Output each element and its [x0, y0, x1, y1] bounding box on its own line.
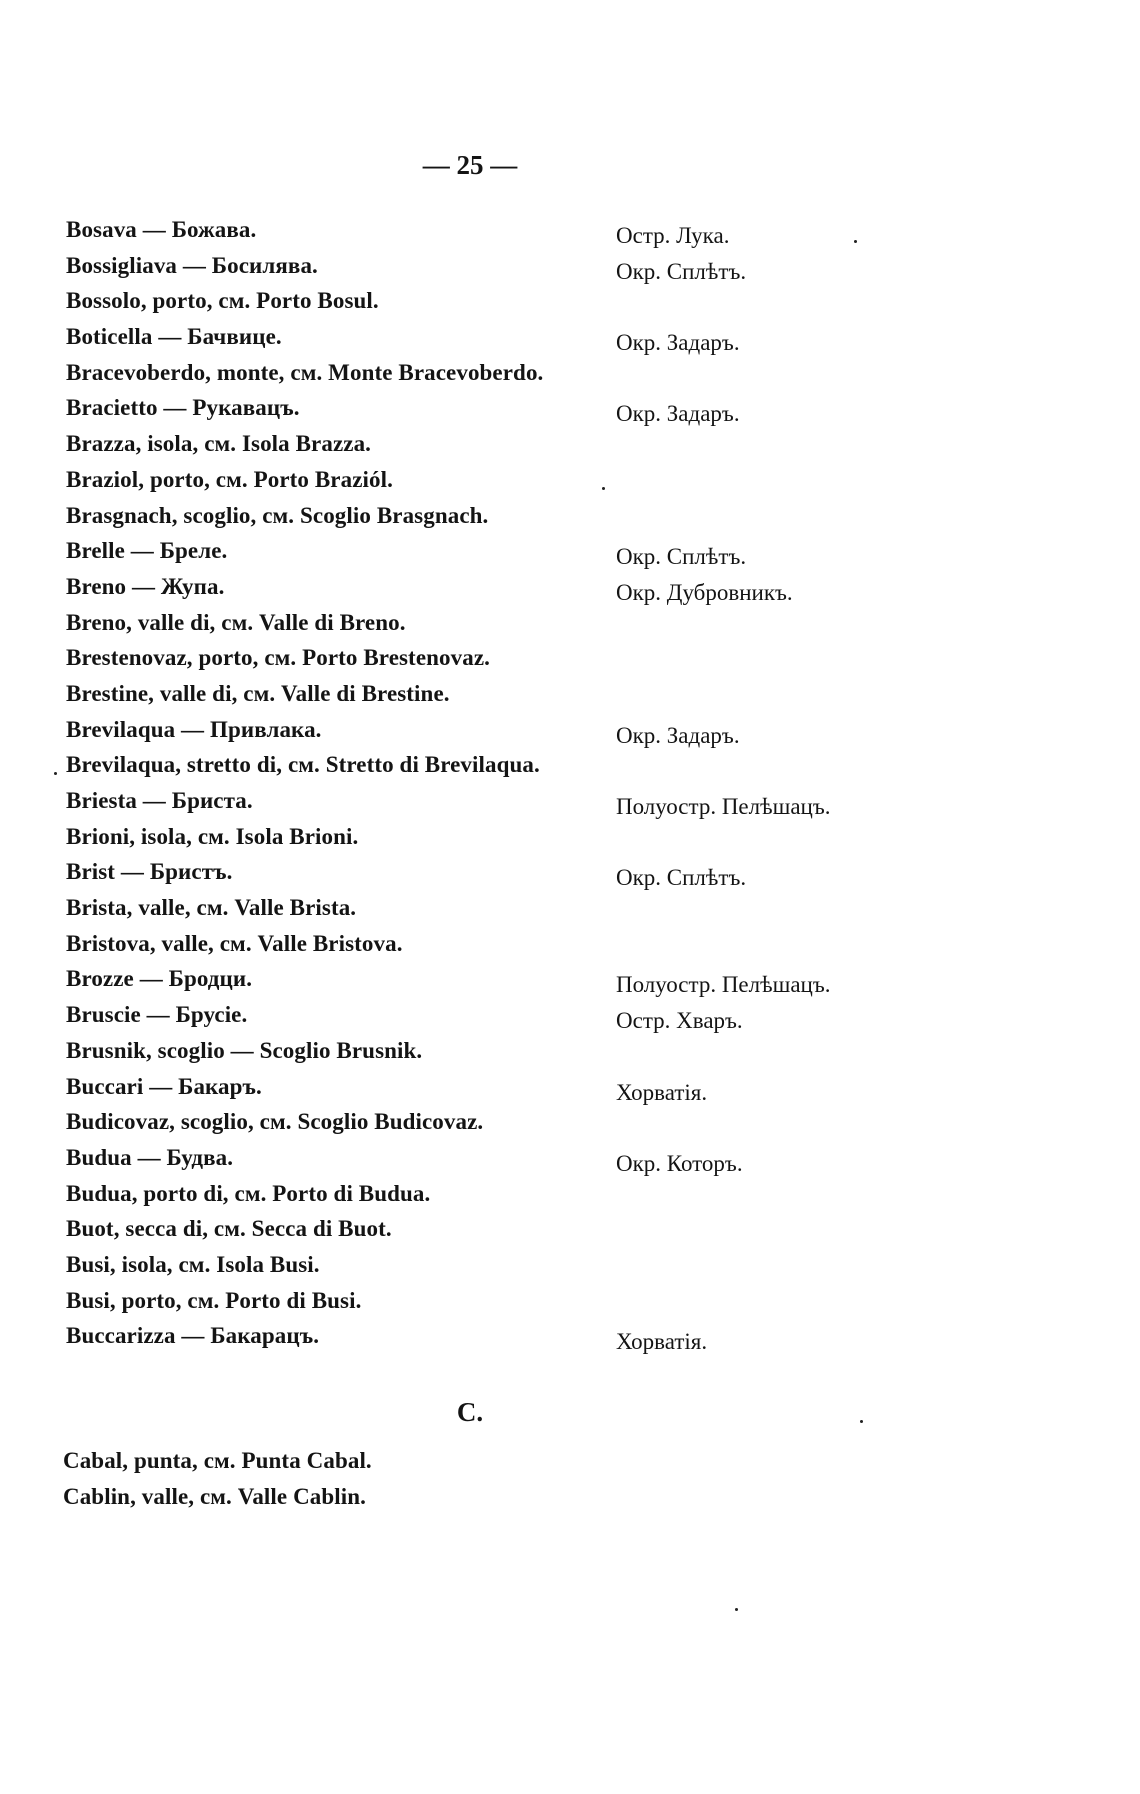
- entry-term: Budua, porto di, см. Porto di Budua.: [66, 1180, 431, 1206]
- entry-region: Остр. Лука.: [616, 223, 730, 248]
- entry-term: Buot, secca di, см. Secca di Buot.: [66, 1216, 392, 1242]
- entry: [66, 1069, 1026, 1105]
- entry-region: Остр. Хваръ.: [616, 1008, 743, 1034]
- entry: [66, 676, 1026, 712]
- entry-term: Breno, valle di, см. Valle di Breno.: [66, 609, 406, 635]
- entry-region: Полуостр. Пелѣшацъ.: [616, 972, 831, 998]
- entry-term: Bossolo, porto, см. Porto Bosul.: [66, 288, 379, 314]
- entry: [66, 462, 1026, 498]
- entry: [66, 426, 1026, 462]
- section-heading: C.: [456, 1397, 484, 1427]
- entry-region: Окр. Задаръ.: [616, 401, 740, 427]
- entry-term: Briesta — Бриста.: [66, 788, 253, 813]
- entry-term: Brevilaqua — Привлака.: [66, 716, 322, 742]
- entry-region: Окр. Которъ.: [616, 1150, 743, 1176]
- entry-term: Brevilaqua, stretto di, см. Stretto di Brevilaqua.: [66, 752, 540, 778]
- entry: [66, 1176, 1026, 1212]
- entry-list-c: [63, 1443, 1023, 1514]
- entry-region: Окр. Сплѣтъ.: [616, 865, 747, 891]
- entry-term: Boticella — Бачвице.: [66, 324, 282, 350]
- entry: [66, 926, 1026, 962]
- entry-term: Bruscie — Брусіе.: [66, 1002, 248, 1028]
- entry-term: Bristova, valle, см. Valle Bristova.: [66, 930, 403, 956]
- entry: [66, 605, 1026, 641]
- paper-speck: [735, 1608, 738, 1611]
- paper-speck: [854, 240, 857, 243]
- entry: [66, 783, 1026, 819]
- entry: [66, 319, 1026, 355]
- entry-term: Cablin, valle, см. Valle Cablin.: [63, 1483, 366, 1509]
- entry: [66, 1247, 1026, 1283]
- entry-term: Brasgnach, scoglio, см. Scoglio Brasgnach.: [66, 502, 489, 528]
- entry-term: Brazza, isola, см. Isola Brazza.: [66, 431, 372, 457]
- entry-term: Bracietto — Рукавацъ.: [66, 395, 300, 421]
- entry-region: Окр. Задаръ.: [616, 722, 740, 748]
- entry: [66, 1140, 1026, 1176]
- entry: [66, 961, 1026, 997]
- entry: [66, 712, 1026, 748]
- entry-term: Buccarizza — Бакарацъ.: [66, 1323, 320, 1349]
- entry-term: Brusnik, scoglio — Scoglio Brusnik.: [66, 1037, 423, 1063]
- entry-term: Brestenovaz, porto, см. Porto Brestenovaz.: [66, 645, 490, 671]
- entry: [66, 283, 1026, 319]
- entry: [66, 1318, 1026, 1354]
- entry-region: Окр. Сплѣтъ.: [616, 544, 747, 570]
- entry-term: Busi, porto, см. Porto di Busi.: [66, 1287, 362, 1313]
- entry: [66, 498, 1026, 534]
- entry: [66, 854, 1026, 890]
- entry: [63, 1479, 1023, 1515]
- entry: [66, 248, 1026, 284]
- entry: [66, 890, 1026, 926]
- entry-region: Хорватія.: [616, 1329, 708, 1355]
- entry: [63, 1443, 1023, 1479]
- entry-term: Brist — Бристъ.: [66, 859, 233, 885]
- entry-term: Cabal, punta, см. Punta Cabal.: [63, 1448, 372, 1473]
- entry-term: Buccari — Бакаръ.: [66, 1073, 262, 1099]
- entry: [66, 997, 1026, 1033]
- entry: [66, 640, 1026, 676]
- entry-region: Окр. Дубровникъ.: [616, 579, 793, 605]
- entry-term: Bracevoberdo, monte, см. Monte Bracevoberdo.: [66, 359, 544, 385]
- entry-term: Bosava — Божава.: [66, 217, 257, 242]
- entry-list: [66, 212, 1026, 1354]
- entry-region: Окр. Задаръ.: [616, 330, 740, 356]
- entry-term: Brelle — Бреле.: [66, 538, 228, 564]
- entry: [66, 355, 1026, 391]
- entry: [66, 1033, 1026, 1069]
- entry-term: Brestine, valle di, см. Valle di Brestine.: [66, 680, 450, 706]
- entry: [66, 533, 1026, 569]
- entry-term: Breno — Жупа.: [66, 573, 225, 599]
- entry-region: Хорватія.: [616, 1079, 708, 1105]
- entry: [66, 390, 1026, 426]
- entry-term: Brista, valle, см. Valle Brista.: [66, 895, 357, 921]
- paper-speck: [54, 772, 57, 775]
- entry: [66, 1211, 1026, 1247]
- entry-region: Окр. Сплѣтъ.: [616, 258, 747, 284]
- entry-term: Braziol, porto, см. Porto Braziól.: [66, 466, 393, 492]
- entry-term: Budua — Будва.: [66, 1144, 234, 1170]
- entry: [66, 747, 1026, 783]
- entry: [66, 1283, 1026, 1319]
- entry: [66, 212, 1026, 248]
- entry-term: Bossigliava — Босилява.: [66, 252, 318, 278]
- paper-speck: [860, 1420, 863, 1423]
- entry-region: Полуостр. Пелѣшацъ.: [616, 794, 831, 819]
- page-number: — 25 —: [422, 150, 518, 180]
- entry: [66, 569, 1026, 605]
- entry-term: Busi, isola, см. Isola Busi.: [66, 1251, 320, 1277]
- entry-term: Brozze — Бродци.: [66, 966, 253, 992]
- entry-term: Brioni, isola, см. Isola Brioni.: [66, 823, 359, 849]
- paper-speck: [602, 487, 605, 490]
- entry: [66, 819, 1026, 855]
- entry-term: Budicovaz, scoglio, см. Scoglio Budicovaz.: [66, 1109, 484, 1135]
- entry: [66, 1104, 1026, 1140]
